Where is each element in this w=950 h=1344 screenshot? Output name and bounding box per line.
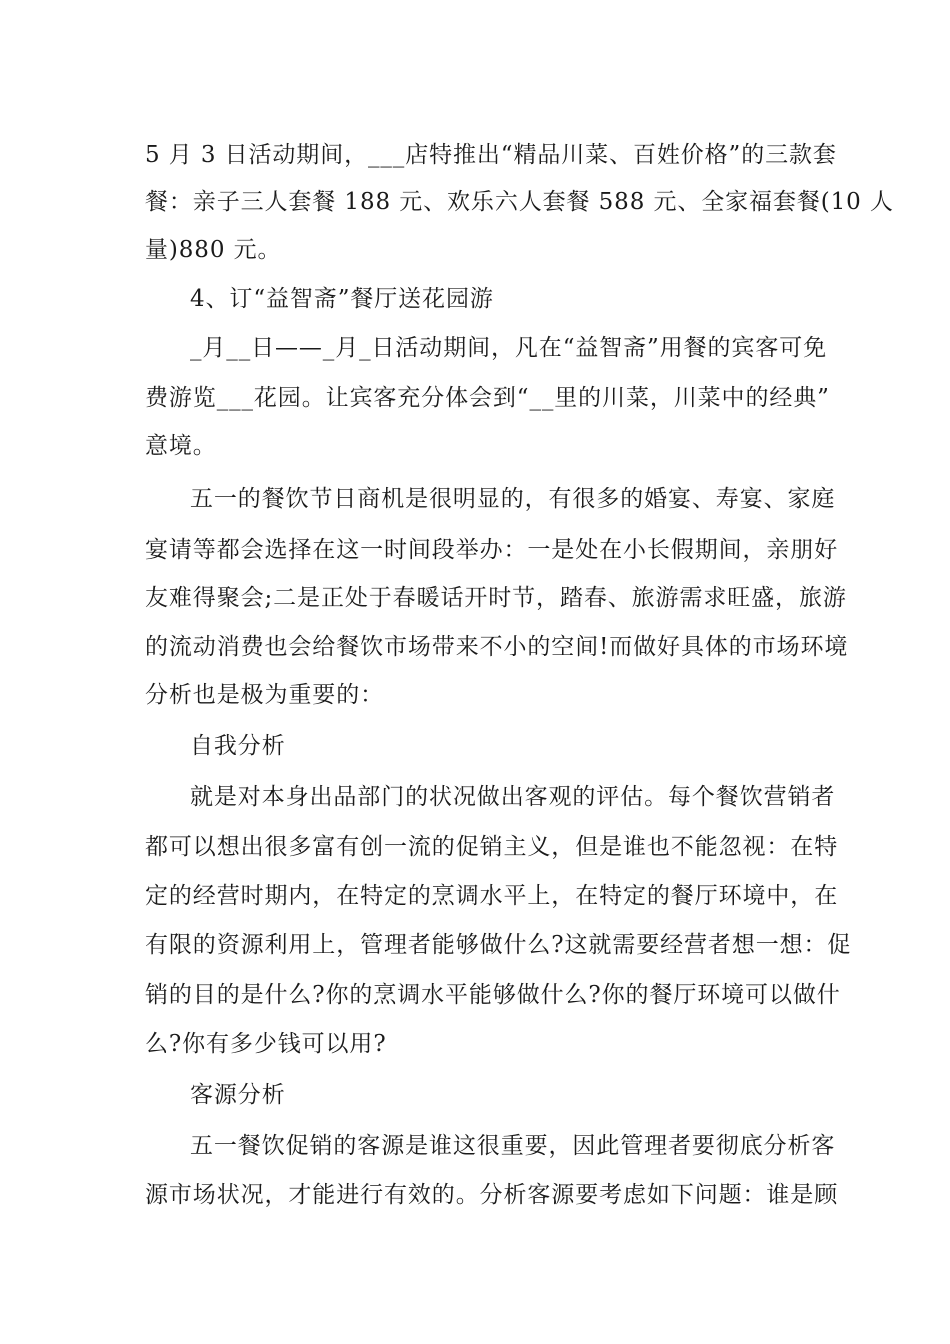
text-line: 5 月 3 日活动期间，___店特推出“精品川菜、百姓价格”的三款套: [145, 142, 837, 168]
text-line: 源市场状况，才能进行有效的。分析客源要考虑如下问题：谁是顾: [145, 1182, 839, 1208]
section-heading: 自我分析: [190, 733, 286, 759]
text-line: 费游览___花园。让宾客充分体会到“__里的川菜，川菜中的经典”: [145, 385, 830, 411]
text-line: 就是对本身出品部门的状况做出客观的评估。每个餐饮营销者: [190, 784, 836, 810]
text-line: 友难得聚会;二是正处于春暖话开时节，踏春、旅游需求旺盛，旅游: [145, 585, 847, 611]
section-heading: 4、订“益智斋”餐厅送花园游: [190, 286, 494, 312]
section-heading: 客源分析: [190, 1082, 286, 1108]
text-line: 宴请等都会选择在这一时间段举办：一是处在小长假期间，亲朋好: [145, 537, 839, 563]
text-line: 五一的餐饮节日商机是很明显的，有很多的婚宴、寿宴、家庭: [190, 486, 836, 512]
text-line: 五一餐饮促销的客源是谁这很重要，因此管理者要彻底分析客: [190, 1133, 836, 1159]
text-line: 分析也是极为重要的：: [145, 682, 384, 708]
text-line: 的流动消费也会给餐饮市场带来不小的空间!而做好具体的市场环境: [145, 634, 849, 660]
text-line: 都可以想出很多富有创一流的促销主义，但是谁也不能忽视：在特: [145, 834, 839, 860]
text-line: 么?你有多少钱可以用?: [145, 1031, 387, 1057]
text-line: 意境。: [145, 433, 217, 459]
text-line: 有限的资源利用上，管理者能够做什么?这就需要经营者想一想：促: [145, 932, 852, 958]
text-line: 餐：亲子三人套餐 188 元、欢乐六人套餐 588 元、全家福套餐(10 人: [145, 189, 894, 215]
text-line: 定的经营时期内，在特定的烹调水平上，在特定的餐厅环境中，在: [145, 883, 839, 909]
text-line: _月__日——_月_日活动期间，凡在“益智斋”用餐的宾客可免: [190, 335, 828, 361]
text-line: 量)880 元。: [145, 237, 282, 263]
text-line: 销的目的是什么?你的烹调水平能够做什么?你的餐厅环境可以做什: [145, 982, 841, 1008]
